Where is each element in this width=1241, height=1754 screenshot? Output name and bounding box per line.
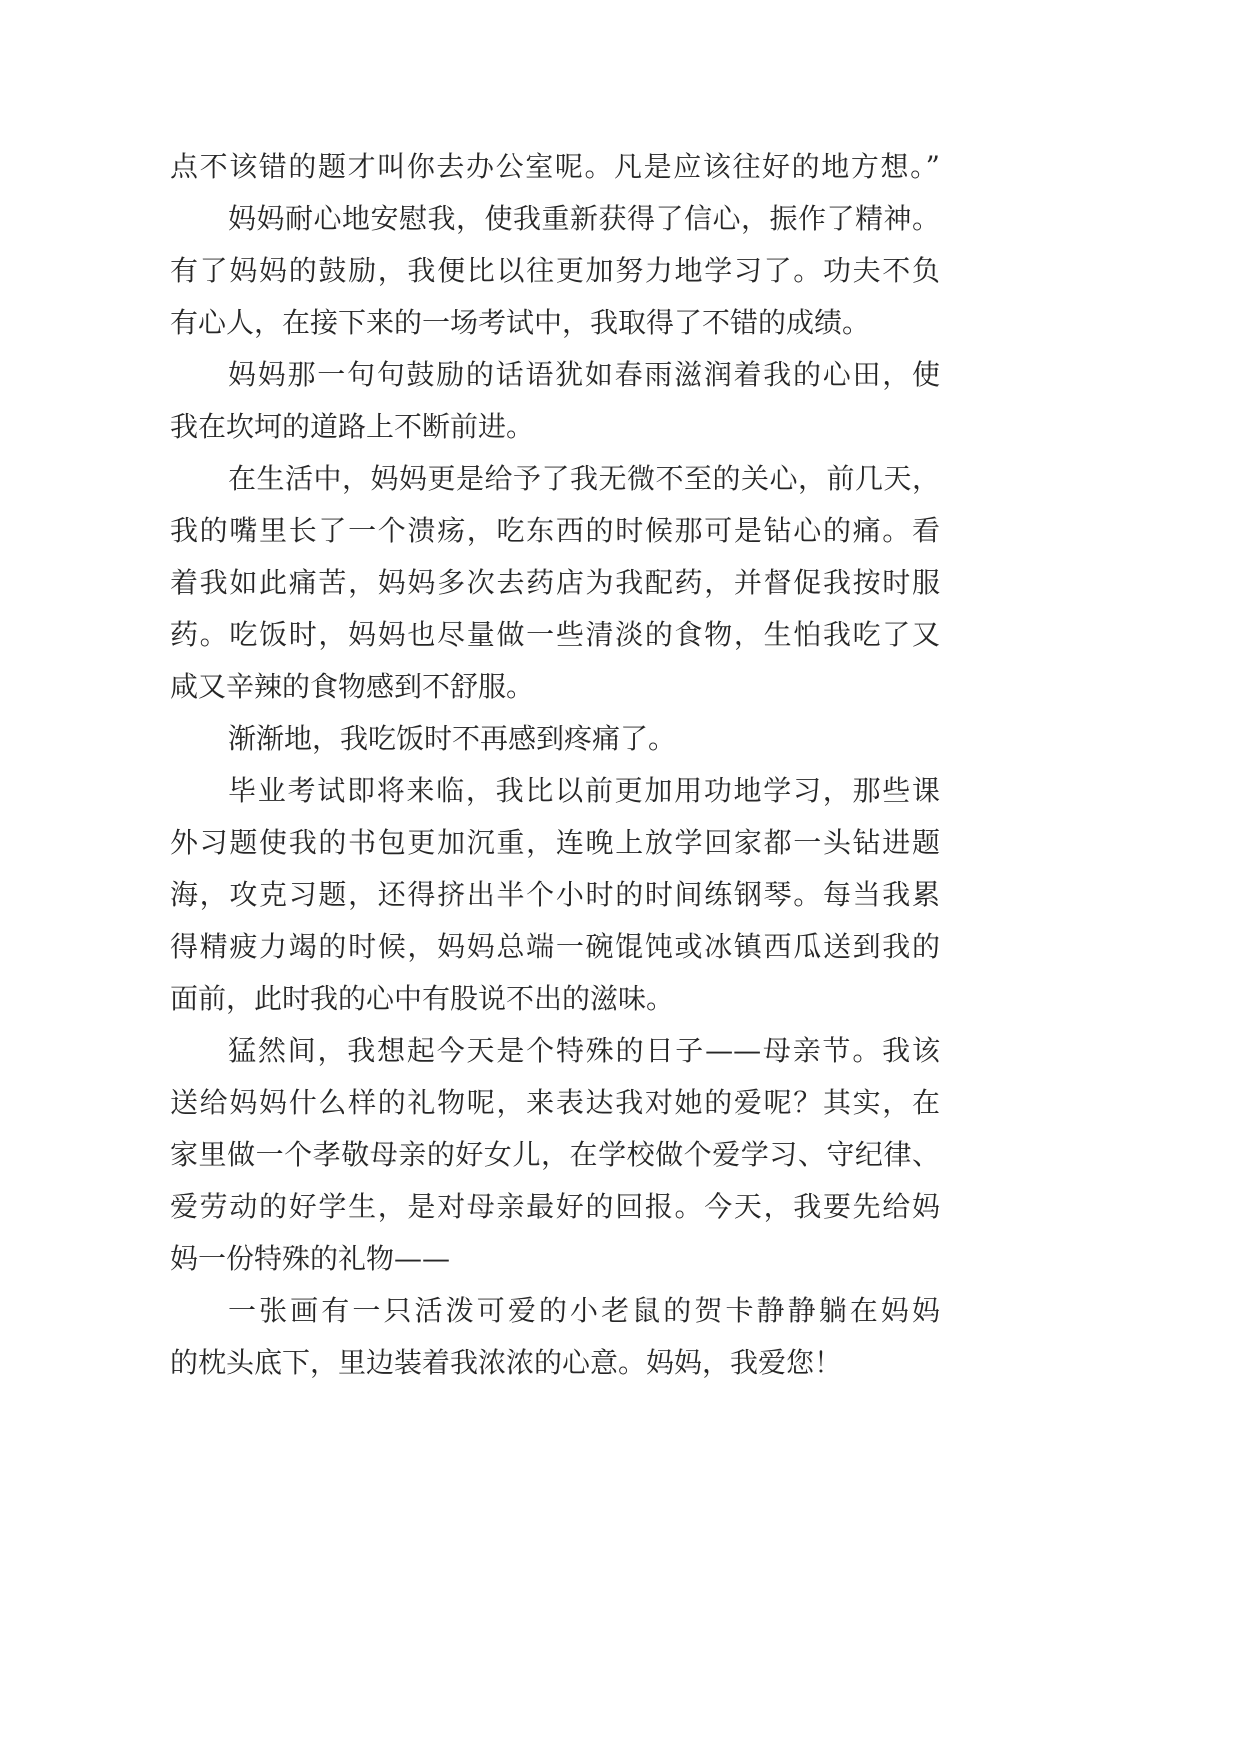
text-line: 外习题使我的书包更加沉重，连晚上放学回家都一头钻进题 [170,826,940,859]
text-line: 的枕头底下，里边装着我浓浓的心意。妈妈，我爱您！ [170,1346,843,1379]
text-line: 猛然间，我想起今天是个特殊的日子——母亲节。我该 [228,1034,940,1067]
text-line: 家里做一个孝敬母亲的好女儿，在学校做个爱学习、守纪律、 [170,1138,940,1171]
text-line: 毕业考试即将来临，我比以前更加用功地学习，那些课 [228,774,940,807]
text-line: 有了妈妈的鼓励，我便比以往更加努力地学习了。功夫不负 [170,254,940,287]
text-line: 点不该错的题才叫你去办公室呢。凡是应该往好的地方想。” [170,150,940,183]
text-line: 我在坎坷的道路上不断前进。 [170,410,535,443]
paragraph-exam [170,765,940,1025]
paragraph-greeting-card [170,1285,940,1389]
text-line: 咸又辛辣的食物感到不舒服。 [170,670,535,703]
text-line: 爱劳动的好学生，是对母亲最好的回报。今天，我要先给妈 [170,1190,940,1223]
paragraph-continuation [170,141,940,193]
text-line: 有心人，在接下来的一场考试中，我取得了不错的成绩。 [170,306,871,339]
text-line: 药。吃饭时，妈妈也尽量做一些清淡的食物，生怕我吃了又 [170,618,940,651]
text-line: 渐渐地，我吃饭时不再感到疼痛了。 [228,722,677,755]
text-line: 着我如此痛苦，妈妈多次去药店为我配药，并督促我按时服 [170,566,940,599]
paragraph-mothers-day [170,1025,940,1285]
text-line: 在生活中，妈妈更是给予了我无微不至的关心，前几天， [228,462,940,495]
text-line: 海，攻克习题，还得挤出半个小时的时间练钢琴。每当我累 [170,878,940,911]
text-line: 我的嘴里长了一个溃疡，吃东西的时候那可是钻心的痛。看 [170,514,940,547]
text-line: 妈妈耐心地安慰我，使我重新获得了信心，振作了精神。 [228,202,940,235]
text-line: 妈妈那一句句鼓励的话语犹如春雨滋润着我的心田，使 [228,358,940,391]
paragraph-recovery [170,713,940,765]
paragraph-encouragement [170,349,940,453]
paragraph-comfort [170,193,940,349]
text-line: 送给妈妈什么样的礼物呢，来表达我对她的爱呢？其实，在 [170,1086,940,1119]
text-line: 得精疲力竭的时候，妈妈总端一碗馄饨或冰镇西瓜送到我的 [170,930,940,963]
text-line: 一张画有一只活泼可爱的小老鼠的贺卡静静躺在妈妈 [228,1294,940,1327]
paragraph-care [170,453,940,713]
text-line: 面前，此时我的心中有股说不出的滋味。 [170,982,675,1015]
body-text [170,141,940,1389]
text-line: 妈一份特殊的礼物—— [170,1242,451,1275]
